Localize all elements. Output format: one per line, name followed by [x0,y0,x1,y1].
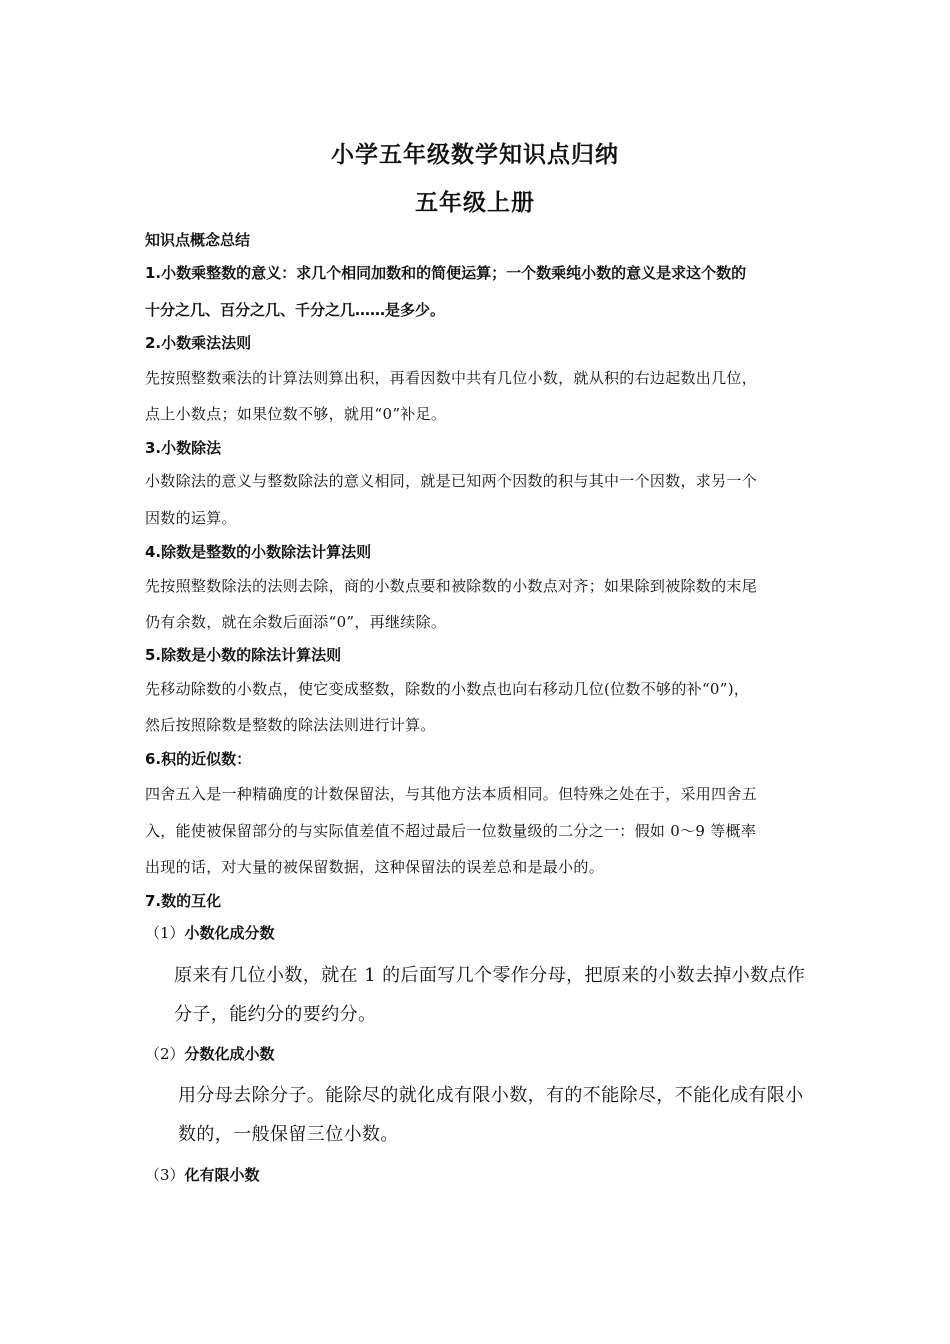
item-5-line-1: 先移动除数的小数点，使它变成整数，除数的小数点也向右移动几位(位数不够的补“0”)， [145,680,750,698]
subitem-3-number: （3） [145,1166,185,1184]
item-6-heading: 6.积的近似数： [145,750,252,768]
subitem-1-label: 小数化成分数 [184,924,275,942]
item-2-line-1: 先按照整数乘法的计算法则算出积，再看因数中共有几位小数，就从积的右边起数出几位， [145,369,758,387]
item-5-heading: 5.除数是小数的除法计算法则 [145,646,342,664]
subitem-2-line-2: 数的，一般保留三位小数。 [178,1124,399,1145]
section-heading: 知识点概念总结 [145,231,251,249]
item-4-line-2: 仍有余数，就在余数后面添“0”，再继续除。 [145,613,447,631]
item-5-line-2: 然后按照除数是整数的除法法则进行计算。 [145,716,436,734]
item-2-line-2: 点上小数点；如果位数不够，就用“0”补足。 [145,405,447,423]
item-1-line-2: 十分之几、百分之几、千分之几……是多少。 [145,301,446,319]
item-3-heading: 3.小数除法 [145,439,222,457]
item-2-heading: 2.小数乘法法则 [145,334,252,352]
item-3-line-1: 小数除法的意义与整数除法的意义相同，就是已知两个因数的积与其中一个因数，求另一个 [145,472,758,490]
item-6-line-2: 入，能使被保留部分的与实际值差值不超过最后一位数量级的二分之一：假如 0～9 等概率 [145,822,757,840]
subitem-2-line-1: 用分母去除分子。能除尽的就化成有限小数，有的不能除尽，不能化成有限小 [178,1085,804,1106]
item-7-heading: 7.数的互化 [145,892,222,910]
subitem-3-heading [145,1164,810,1185]
item-1-line-1 [145,262,810,283]
subitem-2-label: 分数化成小数 [184,1045,275,1063]
subitem-3-label: 化有限小数 [184,1166,260,1184]
subitem-1-line-1: 原来有几位小数，就在 1 的后面写几个零作分母，把原来的小数去掉小数点作 [174,965,806,986]
subitem-2-heading [145,1043,810,1064]
item-3-line-2: 因数的运算。 [145,509,237,527]
item-4-line-1: 先按照整数除法的法则去除，商的小数点要和被除数的小数点对齐；如果除到被除数的末尾 [145,577,758,595]
subitem-2-number: （2） [145,1045,185,1063]
item-1-heading: 1.小数乘整数的意义： [145,264,297,282]
item-6-line-3: 出现的话，对大量的被保留数据，这种保留法的误差总和是最小的。 [145,858,605,876]
subitem-1-line-2: 分子，能约分的要约分。 [174,1004,377,1025]
document-title: 小学五年级数学知识点归纳 [331,142,619,168]
subitem-1-heading [145,922,810,943]
item-6-line-1: 四舍五入是一种精确度的计数保留法，与其他方法本质相同。但特殊之处在于，采用四舍五 [145,785,758,803]
subitem-1-number: （1） [145,924,185,942]
document-subtitle: 五年级上册 [415,190,535,216]
item-1-heading-cont: 求几个相同加数和的简便运算；一个数乘纯小数的意义是求这个数的 [296,264,747,282]
item-4-heading: 4.除数是整数的小数除法计算法则 [145,543,372,561]
